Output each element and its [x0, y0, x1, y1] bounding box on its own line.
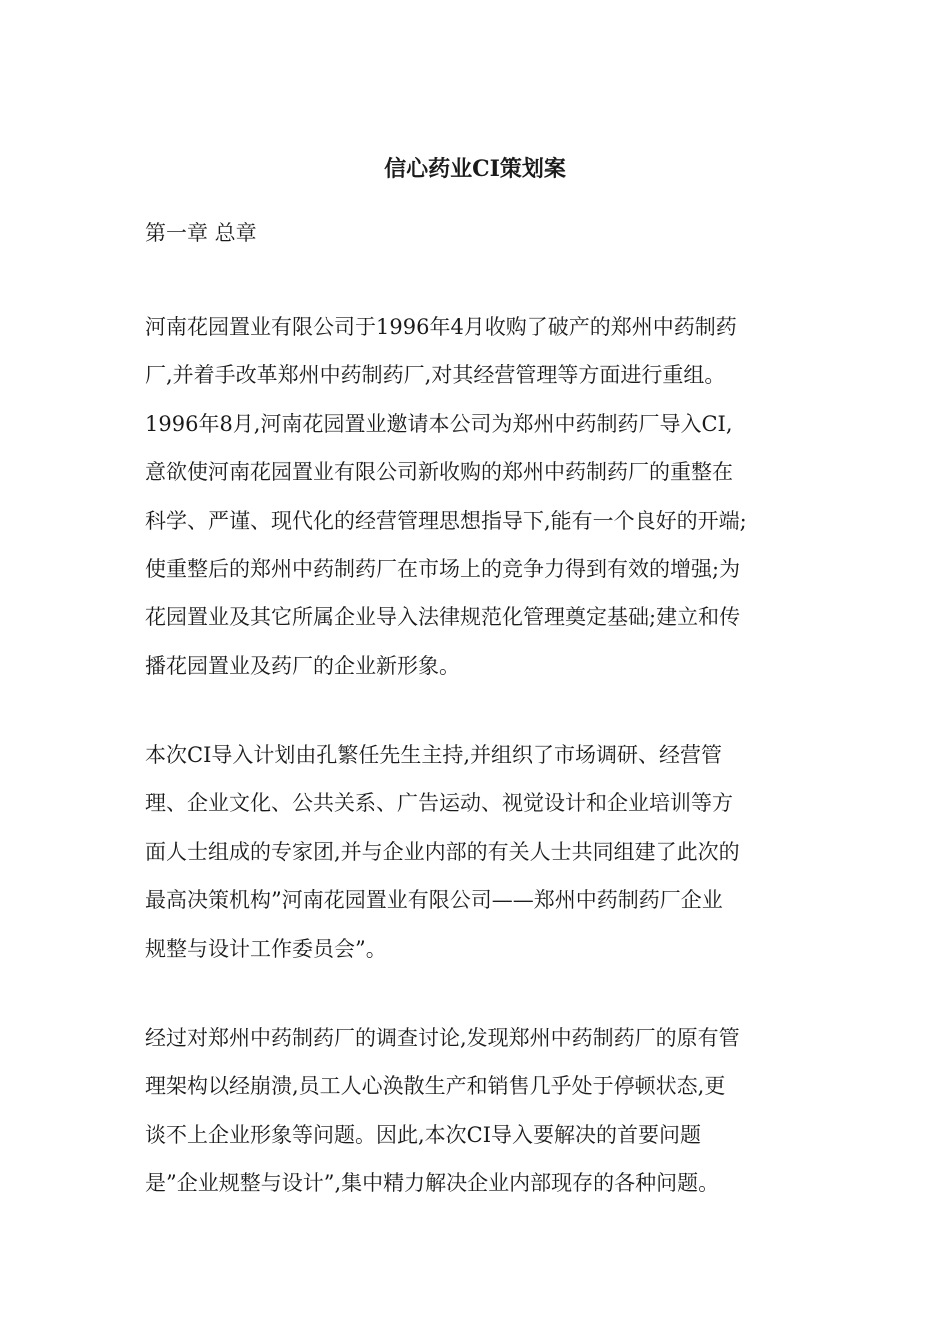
- paragraph-line: 理架构以经崩溃,员工人心涣散生产和销售几乎处于停顿状态,更: [145, 1074, 726, 1099]
- paragraph-line: 厂,并着手改革郑州中药制药厂,对其经营管理等方面进行重组。: [145, 363, 726, 388]
- paragraph-line: 使重整后的郑州中药制药厂在市场上的竞争力得到有效的增强;为: [145, 556, 741, 581]
- paragraph-line: 意欲使河南花园置业有限公司新收购的郑州中药制药厂的重整在: [145, 460, 733, 485]
- paragraph-1: [145, 303, 845, 690]
- paragraph-line: 播花园置业及药厂的企业新形象。: [145, 653, 460, 678]
- paragraph-line: 面人士组成的专家团,并与企业内部的有关人士共同组建了此次的: [145, 839, 740, 864]
- paragraph-2: [145, 731, 845, 973]
- paragraph-line: 经过对郑州中药制药厂的调查讨论,发现郑州中药制药厂的原有管: [145, 1026, 740, 1050]
- chapter-heading: 第一章 总章: [145, 221, 257, 245]
- paragraph-line: 1996年8月,河南花园置业邀请本公司为郑州中药制药厂导入CI,: [145, 411, 733, 436]
- paragraph-line: 科学、严谨、现代化的经营管理思想指导下,能有一个良好的开端;: [145, 508, 747, 533]
- paragraph-line: 本次CI导入计划由孔繁任先生主持,并组织了市场调研、经营管: [145, 743, 723, 767]
- paragraph-line: 最高决策机构”河南花园置业有限公司——郑州中药制药厂企业: [145, 888, 723, 913]
- paragraph-line: 花园置业及其它所属企业导入法律规范化管理奠定基础;建立和传: [145, 605, 741, 630]
- paragraph-3: [145, 1014, 845, 1208]
- paragraph-line: 谈不上企业形象等问题。因此,本次CI导入要解决的首要问题: [145, 1122, 702, 1147]
- paragraph-line: 规整与设计工作委员会”。: [145, 936, 387, 961]
- paragraph-line: 是”企业规整与设计”,集中精力解决企业内部现存的各种问题。: [145, 1171, 720, 1196]
- document-title: 信心药业CI策划案: [384, 156, 566, 182]
- paragraph-line: 理、企业文化、公共关系、广告运动、视觉设计和企业培训等方: [145, 791, 733, 816]
- paragraph-line: 河南花园置业有限公司于1996年4月收购了破产的郑州中药制药: [145, 315, 737, 339]
